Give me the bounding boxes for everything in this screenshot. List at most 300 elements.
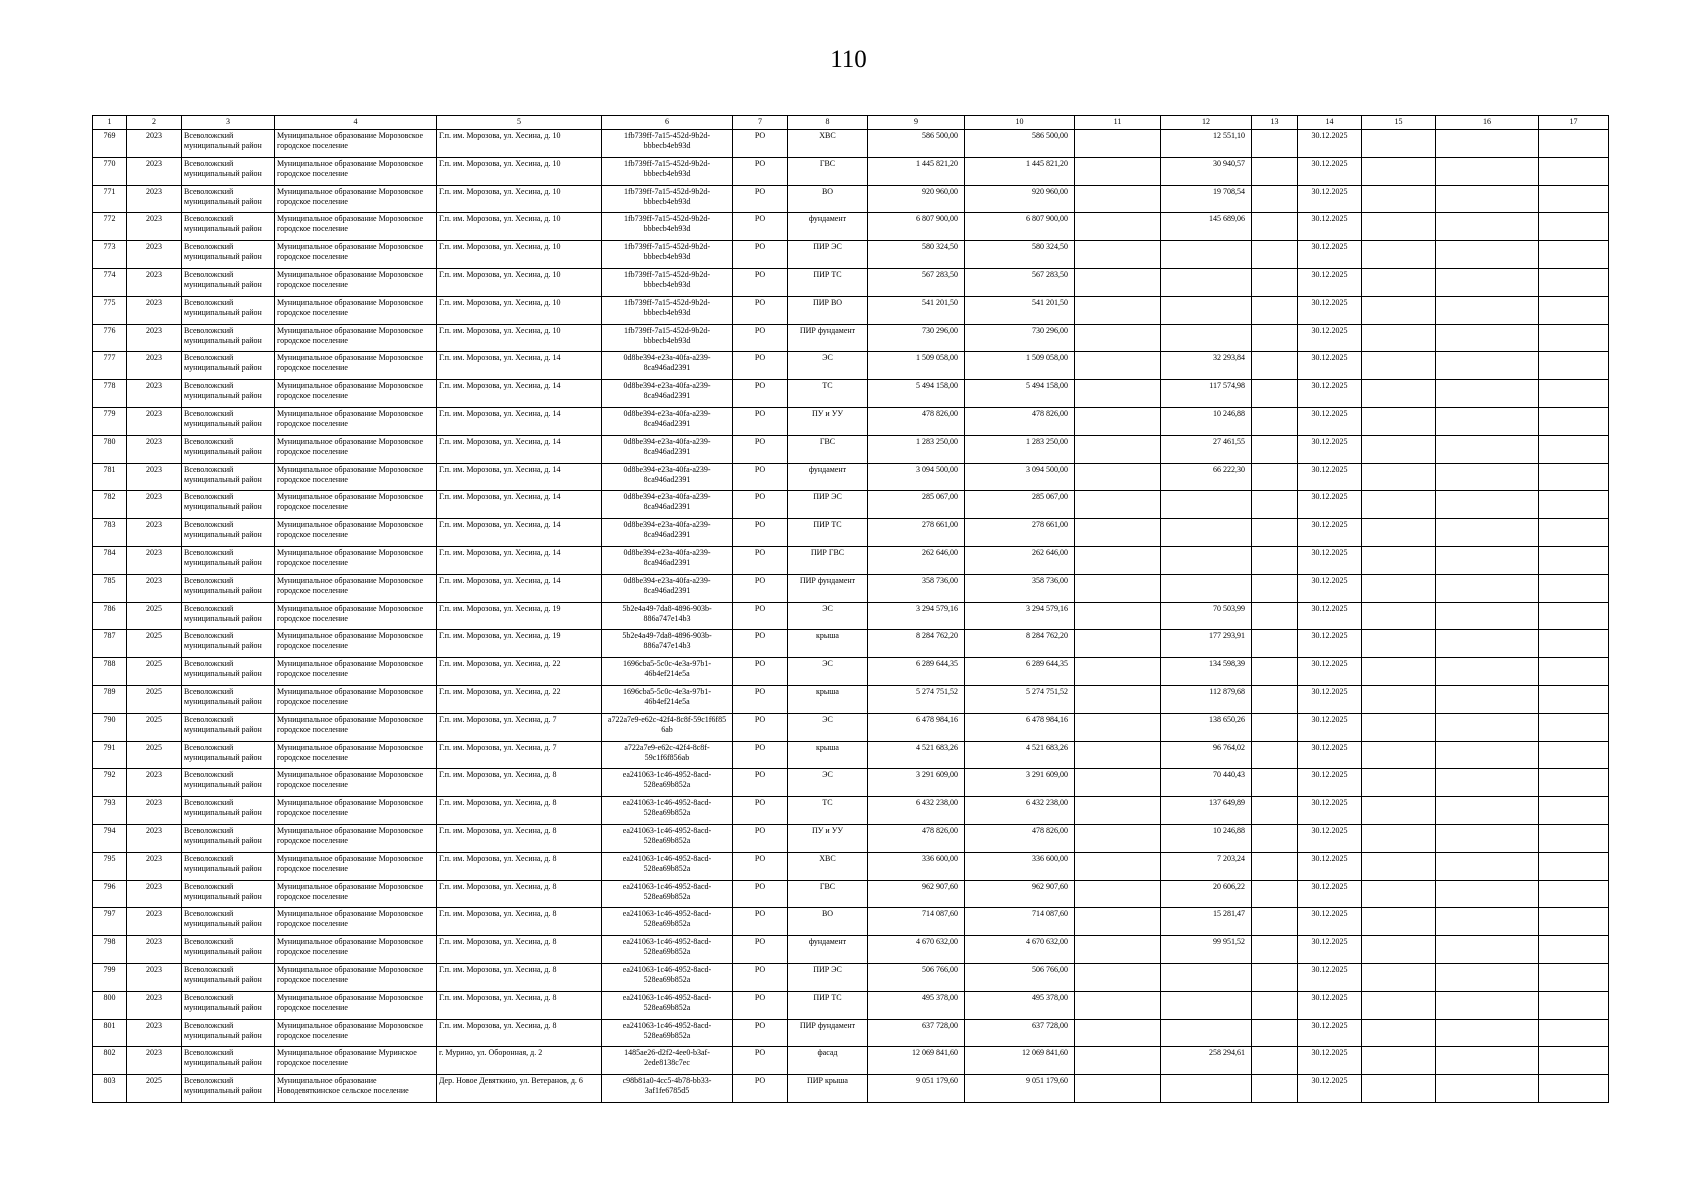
cell-col-15 bbox=[1362, 880, 1436, 908]
cell-deduction bbox=[1161, 574, 1252, 602]
cell-col-13 bbox=[1252, 352, 1298, 380]
cell-col-13 bbox=[1252, 936, 1298, 964]
cell-deduction bbox=[1161, 268, 1252, 296]
cell-source: РО bbox=[733, 1019, 788, 1047]
cell-house-id: 0d8be394-e23a-40fa-a239-8ca946ad2391 bbox=[602, 463, 733, 491]
cell-row-number: 791 bbox=[93, 741, 127, 769]
cell-address: Г.п. им. Морозова, ул. Хесина, д. 8 bbox=[437, 936, 602, 964]
cell-amount-total: 5 494 158,00 bbox=[965, 380, 1075, 408]
cell-year: 2023 bbox=[127, 769, 182, 797]
cell-col-13 bbox=[1252, 769, 1298, 797]
cell-house-id: 1fb739ff-7a15-452d-9b2d-bbbecb4eb93d bbox=[602, 185, 733, 213]
cell-amount: 1 445 821,20 bbox=[868, 157, 965, 185]
cell-col-17 bbox=[1539, 824, 1609, 852]
cell-work-type: ТС bbox=[788, 797, 868, 825]
cell-col-15 bbox=[1362, 268, 1436, 296]
cell-year: 2023 bbox=[127, 157, 182, 185]
cell-deadline: 30.12.2025 bbox=[1298, 435, 1362, 463]
cell-col-11 bbox=[1075, 658, 1161, 686]
cell-deadline: 30.12.2025 bbox=[1298, 769, 1362, 797]
cell-address: Г.п. им. Морозова, ул. Хесина, д. 10 bbox=[437, 157, 602, 185]
cell-col-15 bbox=[1362, 407, 1436, 435]
table-row bbox=[93, 213, 1609, 241]
cell-col-13 bbox=[1252, 824, 1298, 852]
cell-house-id: 1fb739ff-7a15-452d-9b2d-bbbecb4eb93d bbox=[602, 268, 733, 296]
cell-amount: 6 289 644,35 bbox=[868, 658, 965, 686]
cell-row-number: 799 bbox=[93, 963, 127, 991]
cell-work-type: ПИР крыша bbox=[788, 1075, 868, 1103]
cell-address: г. Мурино, ул. Оборонная, д. 2 bbox=[437, 1047, 602, 1075]
cell-amount-total: 6 807 900,00 bbox=[965, 213, 1075, 241]
cell-address: Г.п. им. Морозова, ул. Хесина, д. 10 bbox=[437, 324, 602, 352]
column-header-8: 8 bbox=[788, 116, 868, 130]
cell-address: Г.п. им. Морозова, ул. Хесина, д. 22 bbox=[437, 658, 602, 686]
cell-address: Г.п. им. Морозова, ул. Хесина, д. 8 bbox=[437, 908, 602, 936]
cell-deadline: 30.12.2025 bbox=[1298, 491, 1362, 519]
cell-source: РО bbox=[733, 241, 788, 269]
cell-amount-total: 262 646,00 bbox=[965, 546, 1075, 574]
cell-amount-total: 6 289 644,35 bbox=[965, 658, 1075, 686]
cell-work-type: ЭС bbox=[788, 658, 868, 686]
cell-district: Всеволожский муниципальный район bbox=[182, 435, 275, 463]
cell-row-number: 783 bbox=[93, 519, 127, 547]
cell-work-type: фасад bbox=[788, 1047, 868, 1075]
cell-col-17 bbox=[1539, 324, 1609, 352]
cell-municipality: Муниципальное образование Морозовское городское поселение bbox=[275, 130, 437, 158]
cell-col-15 bbox=[1362, 824, 1436, 852]
column-header-12: 12 bbox=[1161, 116, 1252, 130]
cell-address: Г.п. им. Морозова, ул. Хесина, д. 14 bbox=[437, 463, 602, 491]
cell-district: Всеволожский муниципальный район bbox=[182, 241, 275, 269]
cell-work-type: ПИР ВО bbox=[788, 296, 868, 324]
cell-col-15 bbox=[1362, 602, 1436, 630]
cell-col-15 bbox=[1362, 519, 1436, 547]
column-header-11: 11 bbox=[1075, 116, 1161, 130]
cell-col-15 bbox=[1362, 1075, 1436, 1103]
cell-amount-total: 730 296,00 bbox=[965, 324, 1075, 352]
cell-deduction bbox=[1161, 324, 1252, 352]
cell-col-15 bbox=[1362, 769, 1436, 797]
cell-col-16 bbox=[1436, 519, 1539, 547]
cell-col-17 bbox=[1539, 1075, 1609, 1103]
cell-municipality: Муниципальное образование Морозовское городское поселение bbox=[275, 352, 437, 380]
cell-house-id: 5b2e4a49-7da8-4896-903b-886a747e14b3 bbox=[602, 602, 733, 630]
cell-amount-total: 12 069 841,60 bbox=[965, 1047, 1075, 1075]
cell-district: Всеволожский муниципальный район bbox=[182, 574, 275, 602]
cell-work-type: крыша bbox=[788, 630, 868, 658]
cell-municipality: Муниципальное образование Морозовское городское поселение bbox=[275, 296, 437, 324]
cell-address: Дер. Новое Девяткино, ул. Ветеранов, д. 6 bbox=[437, 1075, 602, 1103]
cell-address: Г.п. им. Морозова, ул. Хесина, д. 8 bbox=[437, 769, 602, 797]
cell-address: Г.п. им. Морозова, ул. Хесина, д. 8 bbox=[437, 852, 602, 880]
cell-row-number: 771 bbox=[93, 185, 127, 213]
cell-address: Г.п. им. Морозова, ул. Хесина, д. 10 bbox=[437, 241, 602, 269]
cell-col-11 bbox=[1075, 713, 1161, 741]
cell-year: 2025 bbox=[127, 658, 182, 686]
table-row bbox=[93, 574, 1609, 602]
cell-deadline: 30.12.2025 bbox=[1298, 380, 1362, 408]
cell-address: Г.п. им. Морозова, ул. Хесина, д. 7 bbox=[437, 713, 602, 741]
cell-col-11 bbox=[1075, 519, 1161, 547]
cell-col-16 bbox=[1436, 546, 1539, 574]
cell-source: РО bbox=[733, 519, 788, 547]
cell-municipality: Муниципальное образование Муринское городское поселение bbox=[275, 1047, 437, 1075]
cell-source: РО bbox=[733, 602, 788, 630]
cell-amount: 285 067,00 bbox=[868, 491, 965, 519]
cell-col-16 bbox=[1436, 630, 1539, 658]
cell-deadline: 30.12.2025 bbox=[1298, 185, 1362, 213]
cell-address: Г.п. им. Морозова, ул. Хесина, д. 14 bbox=[437, 435, 602, 463]
cell-col-17 bbox=[1539, 685, 1609, 713]
cell-address: Г.п. им. Морозова, ул. Хесина, д. 8 bbox=[437, 880, 602, 908]
cell-col-13 bbox=[1252, 1047, 1298, 1075]
cell-col-11 bbox=[1075, 769, 1161, 797]
cell-col-11 bbox=[1075, 797, 1161, 825]
column-number-row bbox=[93, 116, 1609, 130]
table-row bbox=[93, 852, 1609, 880]
cell-work-type: ПИР фундамент bbox=[788, 574, 868, 602]
cell-deadline: 30.12.2025 bbox=[1298, 658, 1362, 686]
column-header-16: 16 bbox=[1436, 116, 1539, 130]
cell-col-11 bbox=[1075, 1047, 1161, 1075]
cell-col-11 bbox=[1075, 324, 1161, 352]
cell-district: Всеволожский муниципальный район bbox=[182, 296, 275, 324]
cell-deadline: 30.12.2025 bbox=[1298, 713, 1362, 741]
cell-col-17 bbox=[1539, 741, 1609, 769]
cell-amount-total: 506 766,00 bbox=[965, 963, 1075, 991]
cell-amount: 3 291 609,00 bbox=[868, 769, 965, 797]
cell-deduction: 32 293,84 bbox=[1161, 352, 1252, 380]
cell-district: Всеволожский муниципальный район bbox=[182, 908, 275, 936]
table-row bbox=[93, 963, 1609, 991]
cell-col-16 bbox=[1436, 352, 1539, 380]
cell-amount: 1 283 250,00 bbox=[868, 435, 965, 463]
cell-deadline: 30.12.2025 bbox=[1298, 1019, 1362, 1047]
cell-source: РО bbox=[733, 769, 788, 797]
cell-col-15 bbox=[1362, 491, 1436, 519]
cell-work-type: ПИР ГВС bbox=[788, 546, 868, 574]
cell-district: Всеволожский муниципальный район bbox=[182, 852, 275, 880]
cell-col-13 bbox=[1252, 602, 1298, 630]
cell-col-11 bbox=[1075, 241, 1161, 269]
cell-address: Г.п. им. Морозова, ул. Хесина, д. 8 bbox=[437, 797, 602, 825]
cell-deadline: 30.12.2025 bbox=[1298, 296, 1362, 324]
table-row bbox=[93, 936, 1609, 964]
cell-col-13 bbox=[1252, 1075, 1298, 1103]
cell-district: Всеволожский муниципальный район bbox=[182, 1019, 275, 1047]
cell-work-type: ПИР ТС bbox=[788, 991, 868, 1019]
cell-year: 2023 bbox=[127, 824, 182, 852]
cell-amount-total: 278 661,00 bbox=[965, 519, 1075, 547]
cell-amount-total: 8 284 762,20 bbox=[965, 630, 1075, 658]
cell-work-type: ХВС bbox=[788, 130, 868, 158]
cell-house-id: ea241063-1c46-4952-8acd-528ea69b852a bbox=[602, 936, 733, 964]
cell-deduction: 134 598,39 bbox=[1161, 658, 1252, 686]
cell-year: 2023 bbox=[127, 574, 182, 602]
cell-deadline: 30.12.2025 bbox=[1298, 130, 1362, 158]
page-number: 110 bbox=[830, 46, 867, 73]
cell-row-number: 774 bbox=[93, 268, 127, 296]
table-row bbox=[93, 546, 1609, 574]
cell-district: Всеволожский муниципальный район bbox=[182, 658, 275, 686]
cell-work-type: фундамент bbox=[788, 463, 868, 491]
cell-deduction: 19 708,54 bbox=[1161, 185, 1252, 213]
cell-amount-total: 495 378,00 bbox=[965, 991, 1075, 1019]
cell-col-11 bbox=[1075, 963, 1161, 991]
cell-work-type: ГВС bbox=[788, 435, 868, 463]
cell-source: РО bbox=[733, 407, 788, 435]
cell-work-type: ХВС bbox=[788, 852, 868, 880]
cell-address: Г.п. им. Морозова, ул. Хесина, д. 8 bbox=[437, 1019, 602, 1047]
cell-col-17 bbox=[1539, 1047, 1609, 1075]
cell-address: Г.п. им. Морозова, ул. Хесина, д. 7 bbox=[437, 741, 602, 769]
cell-col-16 bbox=[1436, 435, 1539, 463]
cell-source: РО bbox=[733, 546, 788, 574]
cell-col-13 bbox=[1252, 519, 1298, 547]
cell-district: Всеволожский муниципальный район bbox=[182, 1047, 275, 1075]
cell-deadline: 30.12.2025 bbox=[1298, 407, 1362, 435]
cell-col-11 bbox=[1075, 1075, 1161, 1103]
cell-deadline: 30.12.2025 bbox=[1298, 963, 1362, 991]
cell-col-16 bbox=[1436, 407, 1539, 435]
cell-deadline: 30.12.2025 bbox=[1298, 741, 1362, 769]
cell-deadline: 30.12.2025 bbox=[1298, 519, 1362, 547]
cell-source: РО bbox=[733, 268, 788, 296]
cell-source: РО bbox=[733, 658, 788, 686]
cell-col-16 bbox=[1436, 741, 1539, 769]
cell-col-11 bbox=[1075, 824, 1161, 852]
cell-col-16 bbox=[1436, 324, 1539, 352]
cell-row-number: 803 bbox=[93, 1075, 127, 1103]
cell-col-15 bbox=[1362, 741, 1436, 769]
cell-col-15 bbox=[1362, 797, 1436, 825]
cell-address: Г.п. им. Морозова, ул. Хесина, д. 22 bbox=[437, 685, 602, 713]
cell-amount-total: 4 670 632,00 bbox=[965, 936, 1075, 964]
cell-col-17 bbox=[1539, 546, 1609, 574]
cell-deduction: 70 440,43 bbox=[1161, 769, 1252, 797]
cell-deadline: 30.12.2025 bbox=[1298, 574, 1362, 602]
cell-amount: 5 274 751,52 bbox=[868, 685, 965, 713]
cell-source: РО bbox=[733, 380, 788, 408]
table-row bbox=[93, 630, 1609, 658]
column-header-13: 13 bbox=[1252, 116, 1298, 130]
cell-house-id: ea241063-1c46-4952-8acd-528ea69b852a bbox=[602, 824, 733, 852]
cell-district: Всеволожский муниципальный район bbox=[182, 519, 275, 547]
cell-year: 2023 bbox=[127, 380, 182, 408]
cell-deduction: 7 203,24 bbox=[1161, 852, 1252, 880]
cell-house-id: ea241063-1c46-4952-8acd-528ea69b852a bbox=[602, 852, 733, 880]
cell-amount-total: 478 826,00 bbox=[965, 407, 1075, 435]
cell-col-16 bbox=[1436, 658, 1539, 686]
table-row bbox=[93, 130, 1609, 158]
cell-house-id: 0d8be394-e23a-40fa-a239-8ca946ad2391 bbox=[602, 380, 733, 408]
cell-source: РО bbox=[733, 185, 788, 213]
cell-municipality: Муниципальное образование Морозовское городское поселение bbox=[275, 157, 437, 185]
table-row bbox=[93, 824, 1609, 852]
cell-row-number: 786 bbox=[93, 602, 127, 630]
cell-deadline: 30.12.2025 bbox=[1298, 797, 1362, 825]
table-row bbox=[93, 713, 1609, 741]
cell-source: РО bbox=[733, 852, 788, 880]
cell-house-id: ea241063-1c46-4952-8acd-528ea69b852a bbox=[602, 880, 733, 908]
cell-deduction: 177 293,91 bbox=[1161, 630, 1252, 658]
cell-col-16 bbox=[1436, 852, 1539, 880]
cell-col-16 bbox=[1436, 963, 1539, 991]
cell-col-11 bbox=[1075, 435, 1161, 463]
cell-amount: 586 500,00 bbox=[868, 130, 965, 158]
table-row bbox=[93, 658, 1609, 686]
cell-amount: 580 324,50 bbox=[868, 241, 965, 269]
cell-deadline: 30.12.2025 bbox=[1298, 852, 1362, 880]
cell-address: Г.п. им. Морозова, ул. Хесина, д. 10 bbox=[437, 185, 602, 213]
cell-deduction bbox=[1161, 963, 1252, 991]
cell-amount: 920 960,00 bbox=[868, 185, 965, 213]
cell-col-16 bbox=[1436, 991, 1539, 1019]
cell-address: Г.п. им. Морозова, ул. Хесина, д. 14 bbox=[437, 491, 602, 519]
cell-district: Всеволожский муниципальный район bbox=[182, 991, 275, 1019]
cell-col-15 bbox=[1362, 380, 1436, 408]
cell-deduction: 117 574,98 bbox=[1161, 380, 1252, 408]
cell-source: РО bbox=[733, 130, 788, 158]
cell-municipality: Муниципальное образование Морозовское городское поселение bbox=[275, 852, 437, 880]
cell-col-11 bbox=[1075, 185, 1161, 213]
cell-col-13 bbox=[1252, 963, 1298, 991]
cell-house-id: 0d8be394-e23a-40fa-a239-8ca946ad2391 bbox=[602, 435, 733, 463]
cell-district: Всеволожский муниципальный район bbox=[182, 824, 275, 852]
cell-col-13 bbox=[1252, 574, 1298, 602]
cell-amount-total: 962 907,60 bbox=[965, 880, 1075, 908]
cell-amount: 714 087,60 bbox=[868, 908, 965, 936]
cell-row-number: 796 bbox=[93, 880, 127, 908]
cell-col-13 bbox=[1252, 991, 1298, 1019]
cell-col-16 bbox=[1436, 241, 1539, 269]
cell-municipality: Муниципальное образование Морозовское городское поселение bbox=[275, 1019, 437, 1047]
cell-deduction: 258 294,61 bbox=[1161, 1047, 1252, 1075]
cell-house-id: 1fb739ff-7a15-452d-9b2d-bbbecb4eb93d bbox=[602, 241, 733, 269]
cell-amount-total: 9 051 179,60 bbox=[965, 1075, 1075, 1103]
cell-col-15 bbox=[1362, 713, 1436, 741]
column-header-7: 7 bbox=[733, 116, 788, 130]
cell-house-id: 0d8be394-e23a-40fa-a239-8ca946ad2391 bbox=[602, 407, 733, 435]
cell-col-16 bbox=[1436, 130, 1539, 158]
cell-col-17 bbox=[1539, 936, 1609, 964]
cell-deduction bbox=[1161, 519, 1252, 547]
cell-col-13 bbox=[1252, 185, 1298, 213]
cell-source: РО bbox=[733, 936, 788, 964]
cell-municipality: Муниципальное образование Морозовское городское поселение bbox=[275, 574, 437, 602]
cell-deadline: 30.12.2025 bbox=[1298, 352, 1362, 380]
cell-municipality: Муниципальное образование Морозовское городское поселение bbox=[275, 908, 437, 936]
cell-col-16 bbox=[1436, 769, 1539, 797]
cell-source: РО bbox=[733, 741, 788, 769]
cell-col-16 bbox=[1436, 157, 1539, 185]
cell-col-17 bbox=[1539, 352, 1609, 380]
cell-year: 2025 bbox=[127, 713, 182, 741]
cell-work-type: ГВС bbox=[788, 880, 868, 908]
cell-work-type: ВО bbox=[788, 185, 868, 213]
cell-source: РО bbox=[733, 1047, 788, 1075]
cell-amount-total: 5 274 751,52 bbox=[965, 685, 1075, 713]
cell-col-15 bbox=[1362, 658, 1436, 686]
cell-house-id: 1fb739ff-7a15-452d-9b2d-bbbecb4eb93d bbox=[602, 296, 733, 324]
cell-house-id: 1fb739ff-7a15-452d-9b2d-bbbecb4eb93d bbox=[602, 213, 733, 241]
cell-year: 2023 bbox=[127, 546, 182, 574]
cell-municipality: Муниципальное образование Новодевяткинское сельское поселение bbox=[275, 1075, 437, 1103]
cell-col-17 bbox=[1539, 491, 1609, 519]
cell-deduction bbox=[1161, 296, 1252, 324]
cell-amount-total: 586 500,00 bbox=[965, 130, 1075, 158]
cell-amount-total: 478 826,00 bbox=[965, 824, 1075, 852]
cell-col-17 bbox=[1539, 713, 1609, 741]
cell-district: Всеволожский муниципальный район bbox=[182, 936, 275, 964]
cell-col-16 bbox=[1436, 602, 1539, 630]
cell-col-17 bbox=[1539, 963, 1609, 991]
cell-deduction: 10 246,88 bbox=[1161, 407, 1252, 435]
cell-district: Всеволожский муниципальный район bbox=[182, 741, 275, 769]
table-row bbox=[93, 491, 1609, 519]
cell-col-13 bbox=[1252, 463, 1298, 491]
column-header-4: 4 bbox=[275, 116, 437, 130]
table-row bbox=[93, 991, 1609, 1019]
cell-municipality: Муниципальное образование Морозовское городское поселение bbox=[275, 769, 437, 797]
cell-work-type: ВО bbox=[788, 908, 868, 936]
cell-address: Г.п. им. Морозова, ул. Хесина, д. 14 bbox=[437, 380, 602, 408]
cell-amount-total: 358 736,00 bbox=[965, 574, 1075, 602]
cell-district: Всеволожский муниципальный район bbox=[182, 268, 275, 296]
cell-row-number: 785 bbox=[93, 574, 127, 602]
cell-col-11 bbox=[1075, 991, 1161, 1019]
cell-col-17 bbox=[1539, 519, 1609, 547]
table-row bbox=[93, 435, 1609, 463]
cell-col-11 bbox=[1075, 268, 1161, 296]
cell-amount: 567 283,50 bbox=[868, 268, 965, 296]
cell-deadline: 30.12.2025 bbox=[1298, 546, 1362, 574]
cell-municipality: Муниципальное образование Морозовское городское поселение bbox=[275, 936, 437, 964]
cell-col-17 bbox=[1539, 880, 1609, 908]
cell-address: Г.п. им. Морозова, ул. Хесина, д. 8 bbox=[437, 963, 602, 991]
cell-amount-total: 1 283 250,00 bbox=[965, 435, 1075, 463]
cell-col-11 bbox=[1075, 352, 1161, 380]
cell-col-17 bbox=[1539, 574, 1609, 602]
cell-year: 2025 bbox=[127, 602, 182, 630]
cell-col-15 bbox=[1362, 241, 1436, 269]
cell-amount: 495 378,00 bbox=[868, 991, 965, 1019]
cell-col-13 bbox=[1252, 491, 1298, 519]
cell-work-type: ГВС bbox=[788, 157, 868, 185]
cell-work-type: ПУ и УУ bbox=[788, 407, 868, 435]
cell-municipality: Муниципальное образование Морозовское городское поселение bbox=[275, 630, 437, 658]
cell-address: Г.п. им. Морозова, ул. Хесина, д. 19 bbox=[437, 602, 602, 630]
table-row bbox=[93, 908, 1609, 936]
cell-col-13 bbox=[1252, 296, 1298, 324]
cell-amount-total: 3 294 579,16 bbox=[965, 602, 1075, 630]
cell-col-13 bbox=[1252, 435, 1298, 463]
cell-year: 2023 bbox=[127, 519, 182, 547]
cell-work-type: ТС bbox=[788, 380, 868, 408]
column-header-10: 10 bbox=[965, 116, 1075, 130]
cell-municipality: Муниципальное образование Морозовское городское поселение bbox=[275, 713, 437, 741]
cell-col-13 bbox=[1252, 407, 1298, 435]
cell-municipality: Муниципальное образование Морозовское городское поселение bbox=[275, 602, 437, 630]
cell-col-13 bbox=[1252, 1019, 1298, 1047]
cell-col-16 bbox=[1436, 380, 1539, 408]
cell-deadline: 30.12.2025 bbox=[1298, 685, 1362, 713]
cell-deduction: 138 650,26 bbox=[1161, 713, 1252, 741]
cell-col-15 bbox=[1362, 463, 1436, 491]
cell-col-13 bbox=[1252, 380, 1298, 408]
cell-col-13 bbox=[1252, 797, 1298, 825]
cell-deduction: 70 503,99 bbox=[1161, 602, 1252, 630]
